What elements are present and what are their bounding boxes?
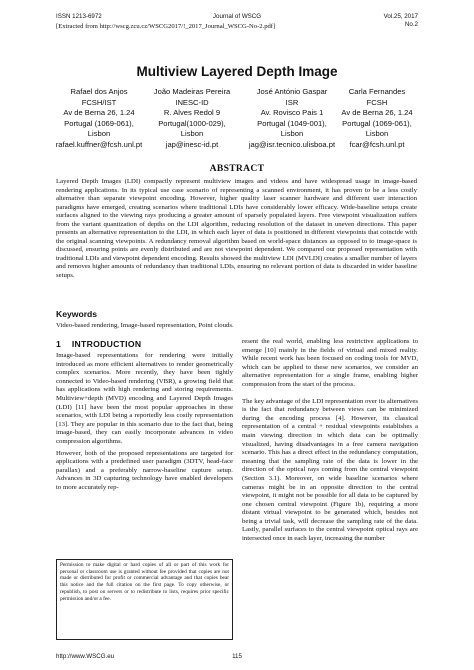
affiliation-line: Portugal (1069-061),: [64, 118, 134, 128]
body-paragraph: However, both of the proposed representations are targeted for applications with a predefined user paradigm (3DTV, head-face parallax) and a preferably narrow-baseline capture setup. Advances in 3D capturing technology have enabled developers to more accurately rep-: [56, 449, 233, 491]
paper-title: Multiview Layered Depth Image: [136, 64, 338, 79]
volume: Vol.25, 2017: [383, 13, 418, 20]
permission-notice: Permission to make digital or hard copies of all or part of this work for personal or classroom use is granted without fee provided that copies are not made or distributed for profit or commercial advantage and that copies bear this notice and the full citation on the first page. To copy otherwise, or republish, to post on servers or to redistribute to lists, requires prior specific permission and/or a fee.: [56, 559, 233, 640]
issue-number: No.2: [404, 21, 418, 28]
page-number: 115: [232, 653, 242, 660]
affiliation-line: Av. Rovisco Pais 1: [260, 108, 324, 118]
author-block-4: [322, 87, 432, 151]
extracted-from-note: [Extracted from http://wscg.zcu.cz/WSCG2017/!_2017_Journal_WSCG-No-2.pdf]: [56, 23, 276, 30]
author-email: fcar@fcsh.unl.pt: [349, 139, 405, 149]
affiliation-line: Lisbon: [87, 129, 111, 139]
author-email: rafael.kuffner@fcsh.unl.pt: [55, 139, 143, 149]
body-paragraph: The key advantage of the LDI representation over its alternatives is the fact that redundancy between views can be minimized during the encoding process [4]. However, its classical representation of a central + residual viewpoints establishes a main viewing direction in which data can be optimally visualized, having disadvantages in a free camera navigation scenario. This has a direct effect in the redundancy computation, meaning that the sampling rate of the data is lower in the direction of the optical rays coming from the central viewpoint (Section 3.1). Moreover, on wide baseline scenarios where cameras might be in an opposite direction to the central viewpoint, it might not be possible for all data to be captured by one chosen central viewpoint (Figure 1b), requiring a more distant virtual viewpoint to be generated which, besides not being a trivial task, will decrease the sampling rate of the data. Lastly, parallel surfaces to the central viewpoint optical rays are intersected once in each layer, increasing the number: [242, 397, 418, 543]
journal-name: Journal of WSCG: [212, 13, 262, 20]
section-number: 1: [56, 339, 62, 349]
affiliation-line: Av de Berna 26, 1.24: [341, 108, 413, 118]
section-heading: [56, 339, 141, 349]
right-column: [242, 338, 418, 544]
abstract-text: Layered Depth Images (LDI) compactly represent multiview images and videos and have widespread usage in image-based rendering applications. In its typical use case scenario of representing a scanned environment, it has proven to be a less costly alternative than separate viewpoint encoding. However, higher quality laser scanner hardware and different user interaction paradigms have emerged, creating scenarios where traditional LDIs have considerably lower efficacy. Wide-baseline setups create surfaces aligned to the viewing rays producing a greater amount of sparsely populated layers. Free viewpoint visualization suffers from the variant quantization of depths on the LDI algorithm, reducing resolution of the dataset in uneven directions. This paper presents an alternative representation to the LDI, in which each layer of data is positioned in different viewpoints that coincide with the original scanning viewpoints. A redundancy removal algorithm based on world-space distances as opposed to to image-space is discussed, ensuring points are evenly distributed and are not viewpoint dependent. We compared our proposed representation with traditional LDIs and viewpoint dependent encoding. Results showed the multiview LDI (MVLDI) creates a smaller number of layers and removes higher amounts of redundancy than traditional LDIs, ensuring no relevant portion of data is discarded in wider baseline setups.: [56, 178, 417, 280]
left-column: [56, 352, 233, 493]
author-name: Rafael dos Anjos: [70, 87, 128, 96]
affiliation-line: INESC-ID: [175, 97, 209, 107]
affiliation-line: Lisbon: [280, 129, 304, 139]
author-name: Carla Fernandes: [348, 87, 406, 96]
footer-url: http://www.WSCG.eu: [56, 653, 115, 660]
author-email: jap@inesc-id.pt: [165, 139, 219, 149]
affiliation-line: Lisbon: [365, 129, 389, 139]
keywords-text: Video-based rendering, Image-based representation, Point clouds.: [56, 322, 234, 329]
affiliation-line: Av de Berna 26, 1.24: [63, 108, 135, 118]
author-name: João Madeiras Pereira: [153, 87, 231, 96]
affiliation-line: FCSH: [366, 97, 388, 107]
issn: ISSN 1213-6972: [56, 13, 102, 20]
author-name: José António Gaspar: [256, 87, 328, 96]
keywords-heading: Keywords: [56, 309, 98, 319]
affiliation-line: Portugal(1000-029),: [158, 118, 226, 128]
affiliation-line: ISR: [285, 97, 299, 107]
affiliation-line: Portugal (1069-061),: [342, 118, 412, 128]
abstract-heading: ABSTRACT: [209, 163, 265, 174]
body-paragraph: resent the real world, enabling less restrictive applications to emerge [10] mainly in the fields of virtual and mixed reality. While recent work has been focused on coding tools for MVD, which can be applied to these new scenarios, we consider an alternative representation for a single frame, enabling higher compression from the start of the process.: [242, 338, 418, 388]
author-block-2: [137, 87, 247, 151]
affiliation-line: Portugal (1049-001),: [257, 118, 327, 128]
body-paragraph: Image-based representations for rendering were initially introduced as more efficient alternatives to render geometrically complex scenarios. More recently, they have been tightly connected to Video-based rendering (VBR), a growing field that has applications with high rendering and storing requirements. Multiview+depth (MVD) encoding and Layered Depth Images (LDI) [11] have been the most popular approaches in these scenarios, with LDI being a reportedly less costly representation [13]. They are popular in this scenario due to the fact that, being image-based, they can easily incorporate advances in video compression algorithms.: [56, 352, 233, 445]
section-title: INTRODUCTION: [71, 339, 142, 349]
affiliation-line: R. Alves Redol 9: [163, 108, 221, 118]
affiliation-line: Lisbon: [180, 129, 204, 139]
author-email: jag@isr.tecnico.ulisboa.pt: [248, 139, 336, 149]
affiliation-line: FCSH/IST: [81, 97, 117, 107]
